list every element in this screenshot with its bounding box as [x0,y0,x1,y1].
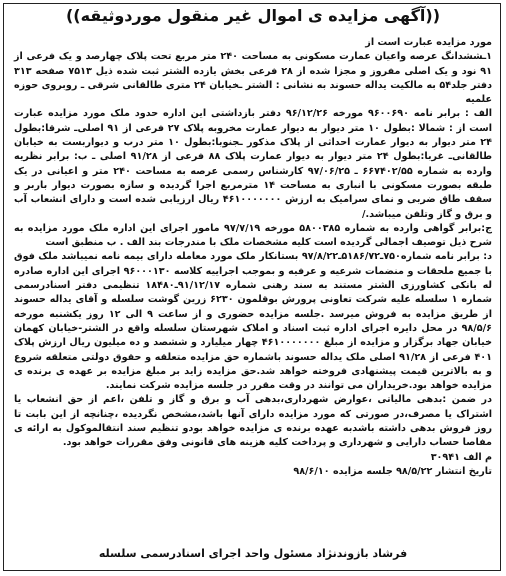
intro-line: مورد مزایده عبارت است از [365,37,492,48]
property-description: ۱ـششدانگ عرصه واعیان عمارت مسکونی به مساحت ۲۴۰ متر مربع تحت پلاک چهارصد و یک فرعی از ۹۱ نود و یک اصلی مفروز و مجزا شده از ۲۸ فرعی بخش یازده الشتر ثبت شده ذیل ۷۵۱۳ صفحه ۳۱۳ دفتر جلد۵۴ به مالکیت یداله حسوند به نشانی : الشتر ـخیابان ۲۴ متری طالقانی شرقی ـ روبروی حوزه علمیه [14,51,493,106]
clause-alef-b: الف : برابر نامه ۹۶۰۰۶۹۰ مورخه ۹۶/۱۲/۲۶ دفتر بازداشتی این اداره حدود ملک مورد مزایده عبارت است از : شمالا :بطول ۱۰ متر دیوار به دیوار عمارت مخروبه پلاک ۲۷ فرعی از ۹۱ اصلی‌ـ شرقا:بطول ۲۴ متر دیوار به دیوار عمارت احداثی از پلاک مذکور ـجنوبا:بطول ۱۰ متر درب و دیواربست به خیابان طالقانی‌ـ غربا:بطول ۲۴ متر دیوار به دیوار عمارت پلاک ۸۸ فرعی از ۹۱/۲۸ اصلی ـ ب: برابر نظریه وارده به شماره ۶۶۷۴۰۲/۵۵ ـ ۹۷/۰۶/۲۵ کارشناس رسمی عرصه به مساحت ۲۴۰ متر و اعیانی در یک طبقه بصورت مسکونی با انباری به مساحت ۱۴ مترمربع اجرا گردیده و سازه بصورت دیوار باربر و سقف طاق ضربی و نمای سرامیک به ارزش ۴۶۱۰۰۰۰۰۰۰ ریال ارزیابی شده است و دارای انشعاب آب و برق و گاز وتلفن میباشد./ [14,108,493,220]
notice-title: ((آگهی مزایده ی اموال غیر منقول موردوثیقه)) [65,6,441,25]
reference-number: م الف ۳۰۹۴۱ [430,451,492,463]
clause-debts: در ضمن :بدهی مالیاتی ،عوارض شهرداری،بدهی آب و برق و گاز و تلفن ،اعم از حق انشعاب یا اشتراک یا مصرف،در صورتی که مورد مزایده دارای آنها باشد،مشخص نگردیده ،چنانچه از این بابت تا روز فروش بدهی داشته باشدبه عهده برنده ی مزایده خواهد بودو تنظیم سند انتقالموکول به ارائه ی مفاصا حساب دارایی و شهرداری و پرداخت کلیه هزینه های قانونی وفق مقررات خواهد بود. [14,394,492,449]
clause-jim: ج:برابر گواهی وارده به شماره ۵۸۰۰۳۸۵ مورخه ۹۷/۷/۱۹ مامور اجرای این اداره ملک مورد مزایده به شرح ذیل توصیف اجمالی گردیده است کلیه مشخصات ملک با مندرجات بند الف . ب منطبق است [14,222,493,249]
publication-date: تاریخ انتشار ۹۸/۵/۲۲ جلسه مزایده ۹۸/۶/۱۰ [293,465,492,477]
signature-line: فرشاد بازوندنژاد مسئول واحد اجرای اسنادرسمی سلسله [98,547,408,560]
clause-dal: د: برابر نامه شماره۷۵۰ـ۵۱۸۶/۷۲ـ۹۷/۸/۲۲ بستانکار ملک مورد معامله دارای بیمه نامه نمیباشد ملک فوق با جمیع ملحقات و منضمات شرعیه و عرفیه و بموجب اجراییه کلاسه ۹۶۰۰۰۱۳۰ اجرای این اداره صادره له بانکی کشاورزی الشتر مستند به سند رهنی شماره ۹۱/۱۲/۱۷ـ۱۸۴۸۰ تنظیمی دفتر اسنادرسمی شماره ۱ سلسله علیه شرکت تعاونی پرورش بوقلمون ۶۲۳۰ زرین گوشت سلسله و آقای یداله حسوند از طریق مزایده به فروش میرسد .جلسه مزایده حضوری و از ساعت ۹ الی ۱۲ روز یکشنبه مورخه ۹۸/۵/۶ در محل دایره اجرای اداره ثبت اسناد و املاک شهرستان سلسله واقع در الشتر-خیابان کهمان خیابان جهاد برگزار و مزایده از مبلغ ۴۶۱۰۰۰۰۰۰۰ چهار میلیارد و ششصد و ده میلیون ریال ارزش پلاک ۴۰۱ فرعی از ۹۱/۲۸ اصلی ملک یداله حسوند باشماره حق مزایده متعلقه و حقوق دولتی متعلقه شروع و به بالاترین قیمت پیشنهادی فروخته خواهد شد.حق مزایده زاید بر مبلغ مزایده بر عهده ی برنده ی مزایده خواهد بود.خریداران می توانند در وقت مقرر در جلسه مزایده شرکت نمایند. [14,251,493,392]
notice-body [14,36,492,479]
